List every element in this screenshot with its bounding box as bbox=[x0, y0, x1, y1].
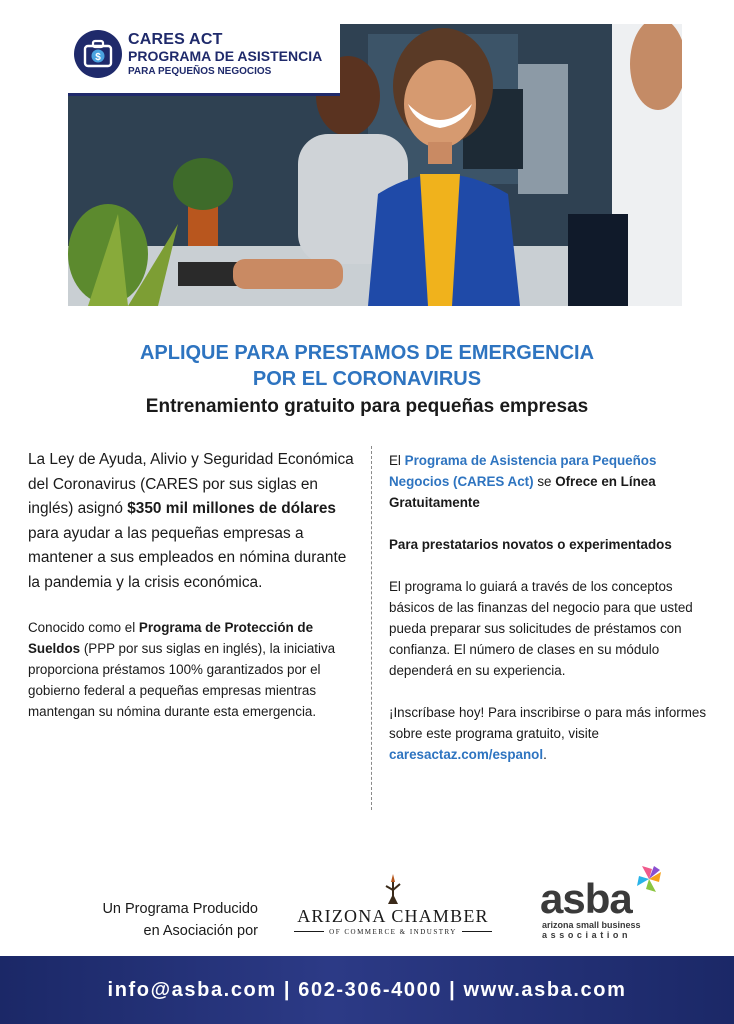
contact-bar bbox=[0, 956, 734, 1024]
program-name: Programa de Asistencia para Pequeños Negocios (CARES Act) bbox=[389, 453, 657, 489]
text-span: El bbox=[389, 453, 405, 468]
asba-logo bbox=[540, 864, 670, 942]
online-free-text: Ofrece en Línea Gratuitamente bbox=[389, 474, 656, 510]
asba-tagline-1: arizona small business bbox=[542, 920, 641, 930]
program-description-paragraph: El programa lo guiará a través de los conceptos básicos de las finanzas del negocio para que usted pueda preparar sus solicitudes de préstamos con confianza. El número de clases en su módulo dependerá en su experiencia. bbox=[389, 579, 693, 678]
headline-line-1: APLIQUE PARA PRESTAMOS DE EMERGENCIA bbox=[139, 342, 595, 364]
arizona-chamber-logo bbox=[290, 872, 496, 942]
left-column bbox=[28, 448, 354, 722]
text-span: (PPP por sus siglas en inglés), la iniciativa proporciona préstamos 100% garantizados por el gobierno federal a pequeñas empresas mientras mantengan su nómina durante esta emergencia. bbox=[28, 641, 336, 719]
partner-credit-line-2: en Asociación por bbox=[143, 923, 258, 939]
ppp-program-name: Programa de Protección de Sueldos bbox=[28, 620, 314, 656]
chamber-subtitle: OF COMMERCE & INDUSTRY bbox=[329, 928, 457, 936]
column-divider bbox=[371, 446, 372, 810]
torch-figure-icon bbox=[378, 872, 408, 906]
svg-text:$: $ bbox=[95, 52, 101, 63]
right-column bbox=[389, 450, 711, 765]
pinwheel-icon bbox=[634, 864, 664, 894]
headline-line-2: POR EL CORONAVIRUS bbox=[252, 368, 482, 390]
funding-amount: $350 mil millones de dólares bbox=[127, 500, 336, 517]
text-span: La Ley de Ayuda, Alivio y Seguridad Económica del Coronavirus (CARES por sus siglas en inglés) asignó bbox=[28, 451, 354, 517]
headline-subtitle: Entrenamiento gratuito para pequeñas empresas bbox=[145, 396, 589, 417]
text-span: se bbox=[533, 474, 556, 489]
asba-wordmark: asba bbox=[540, 875, 632, 922]
borrowers-paragraph: Para prestatarios novatos o experimentados bbox=[389, 537, 672, 552]
chamber-title: ARIZONA CHAMBER bbox=[297, 906, 489, 926]
briefcase-dollar-icon bbox=[74, 30, 122, 78]
signup-paragraph bbox=[389, 702, 711, 765]
text-span: . bbox=[543, 747, 547, 762]
ppp-paragraph bbox=[28, 617, 354, 722]
text-span: ¡Inscríbase hoy! Para inscribirse o para más informes sobre este programa gratuito, visite bbox=[389, 705, 707, 741]
text-span: para ayudar a las pequeñas empresas a mantener a sus empleados en nómina durante la pandemia y la crisis económica. bbox=[28, 524, 347, 591]
cares-act-paragraph bbox=[28, 448, 354, 595]
partner-credit-line-1: Un Programa Producido bbox=[102, 901, 258, 917]
text-span: Conocido como el bbox=[28, 620, 139, 635]
program-website-link[interactable]: caresactaz.com/espanol bbox=[389, 747, 544, 762]
program-intro-paragraph bbox=[389, 450, 711, 513]
logo-line-2: PROGRAMA DE ASISTENCIA bbox=[128, 48, 323, 64]
contact-info: info@asba.com | 602-306-4000 | www.asba.com bbox=[107, 979, 627, 1001]
asba-tagline-2: association bbox=[542, 930, 632, 940]
logo-line-1: CARES ACT bbox=[128, 31, 223, 48]
logo-line-3: PARA PEQUEÑOS NEGOCIOS bbox=[128, 66, 272, 77]
cares-act-logo bbox=[68, 24, 340, 96]
partner-credit bbox=[62, 898, 258, 942]
